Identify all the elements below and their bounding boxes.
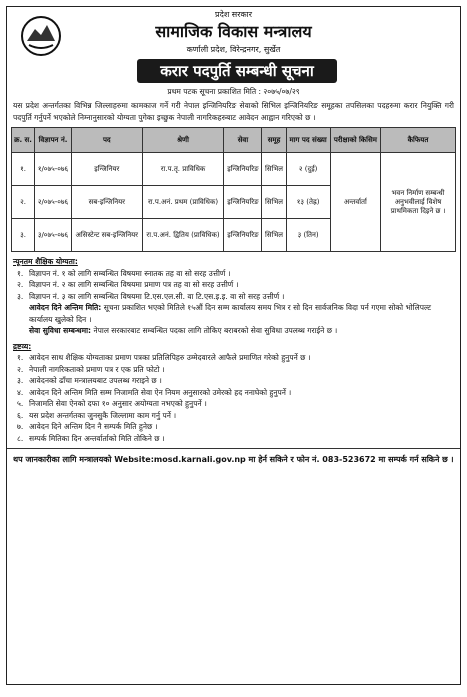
header-ad-no: विज्ञापन नं. — [35, 128, 72, 153]
cell: असिस्टेन्ट सब-इन्जिनियर — [72, 219, 143, 252]
item-number: ३. — [17, 291, 24, 301]
deadline-label: आवेदन दिने अन्तिम मिति: — [29, 303, 102, 312]
publication-date: प्रथम पटक सूचना प्रकाशित मिति : २०७५/०७/२९ — [167, 87, 300, 96]
cell: इन्जिनियर — [72, 153, 143, 186]
cell: रा.प.तृ. प्राविधिक — [142, 153, 224, 186]
cell: रा.प.अनं. द्वितिय (प्राविधिक) — [142, 219, 224, 252]
item-number: १. — [17, 268, 24, 278]
item-number: ७. — [17, 422, 24, 431]
ministry-address: कर्णाली प्रदेश, विरेन्द्रनगर, सुर्खेत — [186, 45, 281, 54]
facility-text: नेपाल सरकारबाट सम्बन्धित पदका लागि तोकिए बराबरको सेवा सुविधा उपलब्ध गराईने छ । — [93, 326, 338, 335]
item-number: ३. — [17, 376, 24, 385]
header-count: माग पद संख्या — [286, 128, 330, 153]
list-item — [13, 387, 454, 399]
facility-label: सेवा सुविधा सम्बन्धमा: — [29, 326, 92, 335]
item-text: नेपाली नागरिकताको प्रमाण पत्र र एक प्रति फोटो । — [29, 364, 165, 374]
list-item — [13, 291, 454, 303]
item-number: ४. — [17, 387, 24, 397]
header-sn: क्र. स. — [12, 128, 35, 153]
cell: इन्जिनियरिङ — [224, 219, 262, 252]
list-item — [13, 433, 454, 445]
cell: सिभिल — [262, 153, 286, 186]
item-text: सम्पर्क मितिका दिन अन्तर्वार्ताको मिति तोकिने छ । — [29, 433, 165, 443]
list-item — [13, 279, 454, 291]
item-text: विज्ञापन नं. १ को लागि सम्बन्धित विषयमा स्नातक तह वा सो सरह उत्तीर्ण । — [29, 268, 231, 278]
notice-banner: करार पदपुर्ति सम्बन्धी सूचना — [137, 59, 337, 83]
cell: १३ (तेह्र) — [286, 186, 330, 219]
deadline-text: सूचना प्रकाशित भएको मितिले १५औं दिन सम्म कार्यालय समय भित्र र सो दिन सार्वजनिक विदा पर्न गएमा सोको भोलिपल्ट कार्यालय खुलेको दिन । — [29, 303, 432, 324]
item-text: आवेदन साथ शैक्षिक योग्यताका प्रमाण पत्रका प्रतिलिपिहरु उम्मेदवारले आफैले प्रमाणित गरेको हुनुपर्ने छ । — [29, 353, 311, 362]
cell: सिभिल — [262, 186, 286, 219]
cell: ३. — [12, 219, 35, 252]
cell: ३ (तिन) — [286, 219, 330, 252]
list-item — [13, 268, 454, 280]
cell: १/०७५-०७६ — [35, 153, 72, 186]
item-number: २. — [17, 364, 24, 374]
remark-cell: भवन निर्माण सम्बन्धी अनुभवीलाई विशेष प्राथमिकता दिइने छ । — [381, 153, 456, 252]
list-item — [13, 375, 454, 387]
item-number: २. — [17, 280, 24, 289]
qualification-title: न्यूनतम शैक्षिक योग्यता: — [13, 257, 78, 266]
cell: ३/०७५-०७६ — [35, 219, 72, 252]
table-header-row — [12, 128, 456, 153]
item-text: विज्ञापन नं. २ का लागि सम्बन्धित विषयमा प्रमाण पत्र तह वा सो सरह उत्तीर्ण । — [29, 280, 239, 289]
cell: इन्जिनियरिङ — [224, 186, 262, 219]
header-service: सेवा — [224, 128, 262, 153]
facility-para — [13, 325, 454, 337]
cell: २ (दुई) — [286, 153, 330, 186]
notes-title: द्रष्टव्य: — [13, 341, 32, 351]
ministry-name: सामाजिक विकास मन्त्रालय — [155, 22, 312, 41]
list-item — [13, 421, 454, 433]
intro-paragraph: यस प्रदेश अन्तर्गतका विभिन्न जिल्लाहरुमा कामकाज गर्ने गरी नेपाल इन्जिनियरिङ सेवाको सिभिल इन्जिनियरिङ समूहका तपसिलका पदहरुमा करार नियुक्ति गरी पदपुर्ति गर्नुपर्ने भएकोले निम्नानुसारको योग्यता पुगेका इच्छुक नेपाली नागरिकहरुबाट आवेदन आह्वान गरिएको छ । — [13, 101, 454, 122]
item-text: आवेदन दिने अन्तिम मिति सम्म निजामति सेवा ऐन नियम अनुसारको उमेरको हद ननाघेको हुनुपर्ने । — [29, 387, 292, 397]
item-text: यस प्रदेश अन्तर्गतका जुनसुकै जिल्लामा काम गर्नु पर्ने । — [29, 410, 177, 420]
item-text: आवेदन दिने अन्तिम दिन नै सम्पर्क मिति हुनेछ । — [29, 422, 158, 431]
contact-footer: थप जानकारीका लागि मन्त्रालयको Website:mosd.karnali.gov.np मा हेर्न सकिने र फोन नं. 083-523672 मा सम्पर्क गर्न सकिने छ । — [7, 448, 460, 466]
cell: रा.प.अनं. प्रथम (प्राविधिक) — [142, 186, 224, 219]
cell: १. — [12, 153, 35, 186]
item-text: निजामति सेवा ऐनको दफा १० अनुसार अयोग्यता नभएको हुनुपर्ने । — [29, 399, 207, 408]
vacancy-table — [11, 127, 456, 252]
cell: सिभिल — [262, 219, 286, 252]
cell: सब-इन्जिनियर — [72, 186, 143, 219]
cell: २. — [12, 186, 35, 219]
item-text: आवेदनको ढाँचा मन्त्रालयबाट उपलब्ध गराइने छ । — [29, 376, 162, 385]
notice-page — [6, 6, 461, 685]
header-group: समूह — [262, 128, 286, 153]
cell: २/०७५-०७६ — [35, 186, 72, 219]
list-item — [13, 352, 454, 364]
list-item — [13, 364, 454, 376]
item-number: ६. — [17, 410, 24, 420]
table-row — [12, 153, 456, 186]
deadline-para — [13, 302, 454, 325]
list-item — [13, 398, 454, 410]
item-number: १. — [17, 353, 24, 362]
header-remark: कैफियत — [381, 128, 456, 153]
list-item — [13, 410, 454, 422]
item-text: विज्ञापन नं. ३ का लागि सम्बन्धित विषयमा टि.एस.एल.सी. वा टि.एस.इ.इ. वा सो सरह उत्तीर्ण । — [29, 291, 285, 301]
header-post: पद — [72, 128, 143, 153]
header-exam: परीक्षाको किसिम — [330, 128, 380, 153]
gov-label: प्रदेश सरकार — [215, 10, 252, 19]
item-number: ८. — [17, 433, 24, 443]
notice-header — [7, 7, 460, 85]
notes-section — [7, 341, 460, 445]
qualification-section — [7, 256, 460, 337]
item-number: ५. — [17, 399, 24, 408]
cell: इन्जिनियरिङ — [224, 153, 262, 186]
header-level: श्रेणी — [142, 128, 224, 153]
exam-type-cell: अन्तर्वार्ता — [330, 153, 380, 252]
